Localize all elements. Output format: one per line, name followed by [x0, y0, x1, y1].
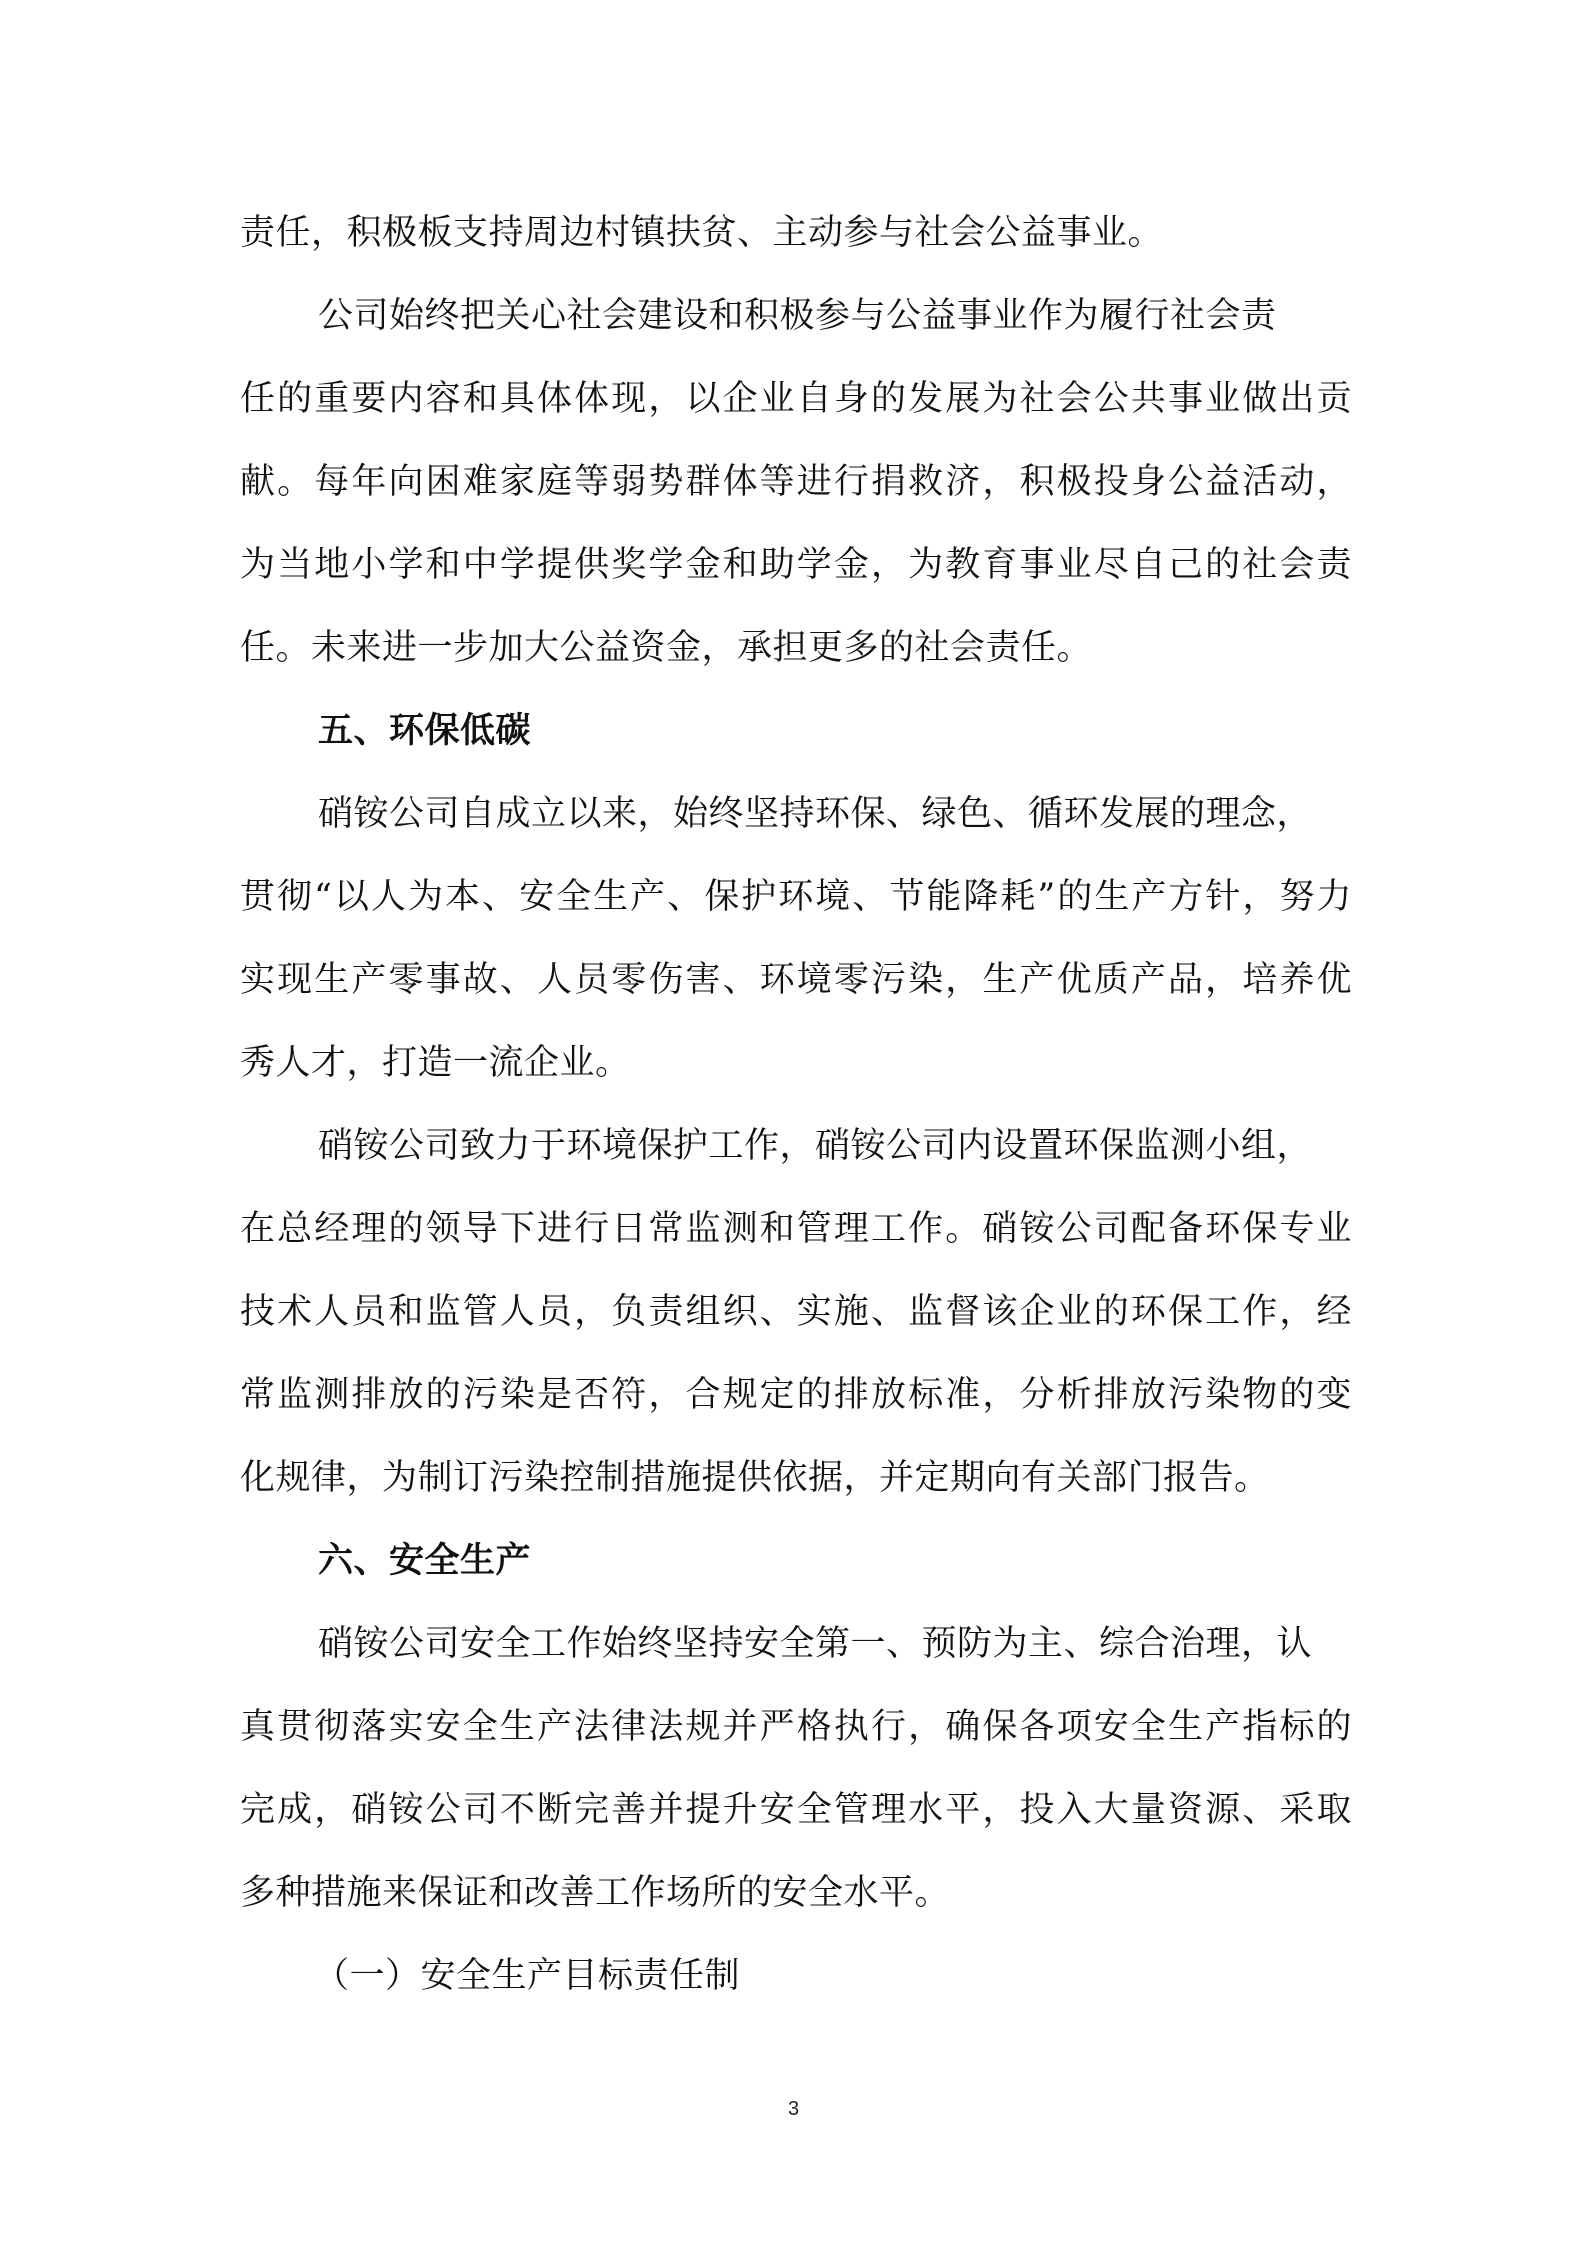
- paragraph-line: 为当地小学和中学提供奖学金和助学金，为教育事业尽自己的社会责: [240, 545, 1352, 585]
- paragraph-line: 硝铵公司自成立以来，始终坚持环保、绿色、循环发展的理念，: [318, 794, 1313, 834]
- paragraph-line: 硝铵公司致力于环境保护工作，硝铵公司内设置环保监测小组，: [318, 1126, 1313, 1166]
- paragraph-line: 任。未来进一步加大公益资金，承担更多的社会责任。: [240, 628, 1093, 668]
- paragraph-line: 硝铵公司安全工作始终坚持安全第一、预防为主、综合治理，认: [318, 1624, 1313, 1664]
- paragraph-line: 多种措施来保证和改善工作场所的安全水平。: [240, 1873, 951, 1913]
- subsection-heading: （一）安全生产目标责任制: [314, 1956, 741, 1996]
- paragraph-line: 献。每年向困难家庭等弱势群体等进行捐救济，积极投身公益活动，: [240, 462, 1352, 502]
- paragraph-line: 化规律，为制订污染控制措施提供依据，并定期向有关部门报告。: [240, 1458, 1270, 1498]
- paragraph-line: 技术人员和监管人员，负责组织、实施、监督该企业的环保工作，经: [240, 1292, 1352, 1332]
- paragraph-line: 秀人才，打造一流企业。: [240, 1043, 631, 1083]
- section-heading: 五、环保低碳: [318, 711, 532, 751]
- section-heading: 六、安全生产: [318, 1541, 532, 1581]
- paragraph-line: 公司始终把关心社会建设和积极参与公益事业作为履行社会责: [318, 296, 1277, 336]
- paragraph-line: 完成，硝铵公司不断完善并提升安全管理水平，投入大量资源、采取: [240, 1790, 1352, 1830]
- paragraph-line: 常监测排放的污染是否符，合规定的排放标准，分析排放污染物的变: [240, 1375, 1352, 1415]
- paragraph-line: 真贯彻落实安全生产法律法规并严格执行，确保各项安全生产指标的: [240, 1707, 1352, 1747]
- paragraph-line: 贯彻“以人为本、安全生产、保护环境、节能降耗”的生产方针，努力: [240, 877, 1352, 917]
- page-number: 3: [787, 2098, 800, 2120]
- paragraph-line: 任的重要内容和具体体现，以企业自身的发展为社会公共事业做出贡: [240, 379, 1352, 419]
- paragraph-line: 在总经理的领导下进行日常监测和管理工作。硝铵公司配备环保专业: [240, 1209, 1352, 1249]
- paragraph-line: 责任，积极板支持周边村镇扶贫、主动参与社会公益事业。: [240, 213, 1164, 253]
- paragraph-line: 实现生产零事故、人员零伤害、环境零污染，生产优质产品，培养优: [240, 960, 1352, 1000]
